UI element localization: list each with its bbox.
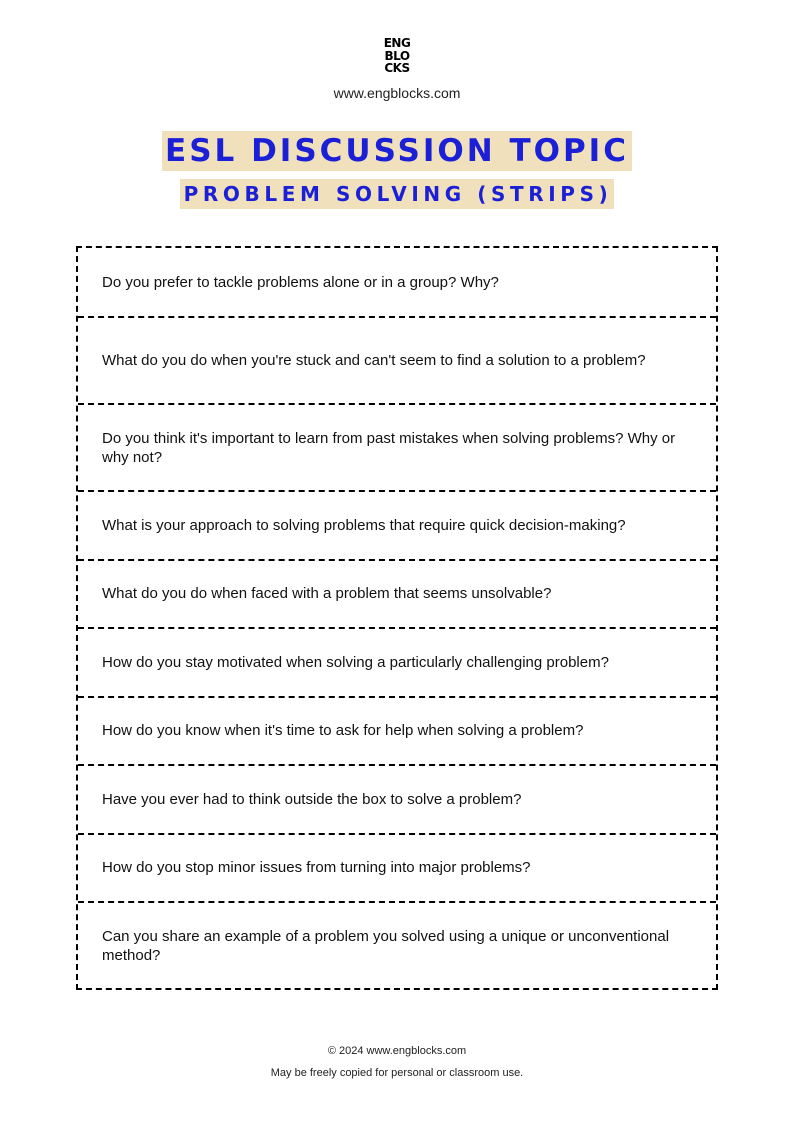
strip-9: How do you stop minor issues from turning into major problems? [78, 833, 716, 902]
footer-license: May be freely copied for personal or classroom use. [270, 1067, 524, 1079]
logo-line-3: CKS [384, 61, 410, 75]
strip-5: What do you do when faced with a problem that seems unsolvable? [78, 559, 716, 628]
footer-copyright: © 2024 www.engblocks.com [327, 1045, 467, 1057]
strip-2: What do you do when you're stuck and can't seem to find a solution to a problem? [78, 316, 716, 403]
discussion-strips [76, 246, 718, 990]
strip-7: How do you know when it's time to ask for help when solving a problem? [78, 696, 716, 765]
strip-4: What is your approach to solving problems that require quick decision-making? [78, 490, 716, 559]
strip-6: How do you stay motivated when solving a particularly challenging problem? [78, 627, 716, 696]
page-subtitle: PROBLEM SOLVING (STRIPS) [180, 179, 615, 209]
engblocks-logo [384, 37, 411, 75]
website-url: www.engblocks.com [333, 85, 461, 101]
logo-line-2: BLO [384, 48, 410, 63]
title-container [0, 131, 794, 171]
strip-10: Can you share an example of a problem you solved using a unique or unconventional method? [78, 901, 716, 988]
strip-8: Have you ever had to think outside the box to solve a problem? [78, 764, 716, 833]
strip-1: Do you prefer to tackle problems alone or in a group? Why? [102, 273, 499, 291]
page-title: ESL DISCUSSION TOPIC [162, 131, 632, 171]
strip-3: Do you think it's important to learn from past mistakes when solving problems? Why or why not? [78, 403, 716, 490]
logo-line-1: ENG [383, 36, 411, 50]
subtitle-container [0, 179, 794, 209]
